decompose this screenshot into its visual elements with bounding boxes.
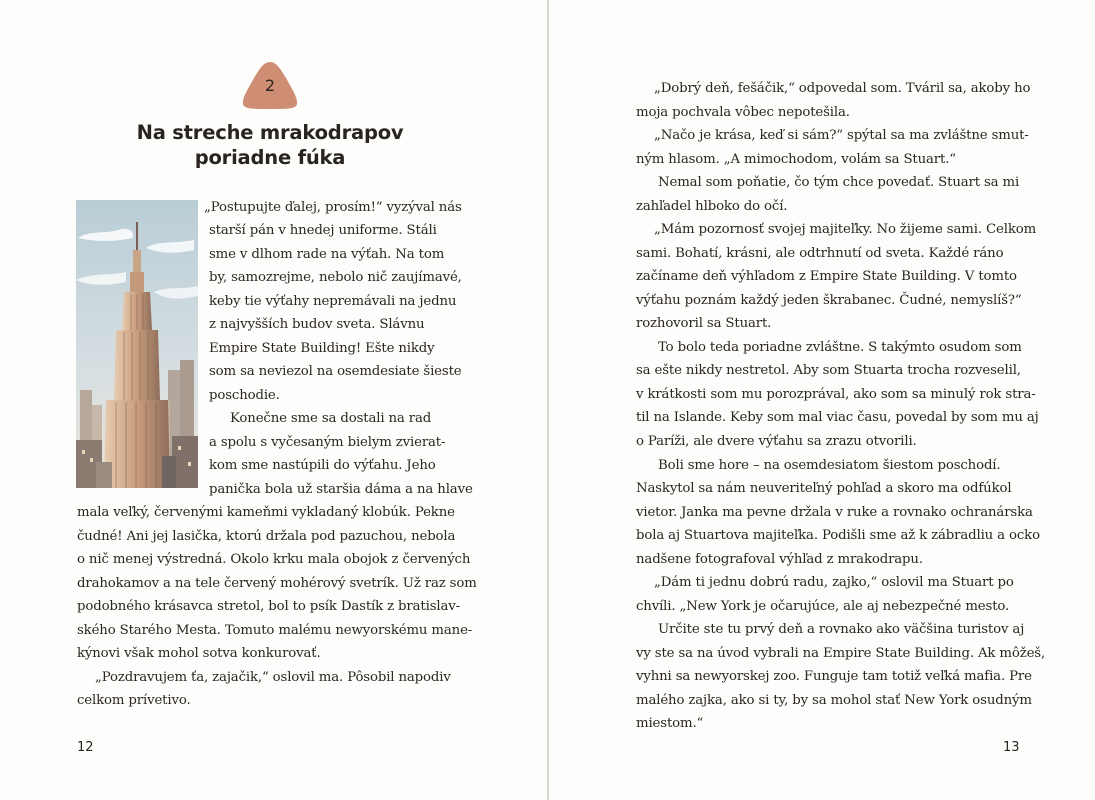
text-line: o nič menej výstredná. Okolo krku mala obojok z červených <box>77 552 471 567</box>
text-line: To bolo teda poriadne zvláštne. S takýmto osudom som <box>658 340 1022 355</box>
text-line: nadšene fotografoval výhľad z mrakodrapu. <box>636 552 923 567</box>
text-line: panička bola už staršia dáma a na hlave <box>209 482 473 497</box>
text-line: poschodie. <box>209 388 280 403</box>
text-line: „Postupujte ďalej, prosím!“ vyzýval nás <box>204 200 462 215</box>
text-line: „Mám pozornosť svojej majiteľky. No žijeme sami. Celkom <box>654 222 1037 237</box>
text-line: keby tie výťahy nepremávali na jednu <box>209 294 457 309</box>
text-line: Boli sme hore – na osemdesiatom šiestom poschodí. <box>658 458 1001 473</box>
text-line: bola aj Stuartova majiteľka. Podišli sme až k zábradliu a ocko <box>636 528 1040 543</box>
text-line: Naskytol sa nám neuveriteľný pohľad a skoro ma odfúkol <box>636 481 1012 496</box>
text-line: by, samozrejme, nebolo nič zaujímavé, <box>209 270 462 285</box>
text-line: o Paríži, ale dvere výťahu sa zrazu otvorili. <box>636 434 917 449</box>
text-line: malého zajka, ako si ty, by sa mohol stať New York osudným <box>636 693 1032 708</box>
text-line: til na Islande. Keby som mal viac času, povedal by som mu aj <box>636 410 1039 425</box>
text-line: celkom prívetivo. <box>77 693 191 708</box>
text-line: zahľadel hlboko do očí. <box>636 199 788 214</box>
page-number-left: 12 <box>77 740 94 755</box>
text-line: Určite ste tu prvý deň a rovnako ako väčšina turistov aj <box>658 622 1025 637</box>
text-line: mala veľký, červenými kameňmi vykladaný klobúk. Pekne <box>77 505 455 520</box>
empire-state-building-illustration <box>76 200 198 488</box>
chapter-title <box>100 120 440 170</box>
text-line: Konečne sme sa dostali na rad <box>230 411 432 426</box>
text-line: miestom.“ <box>636 716 704 731</box>
page-number-right: 13 <box>1003 740 1020 755</box>
text-line: „Načo je krása, keď si sám?“ spýtal sa ma zvláštne smut- <box>654 128 1029 143</box>
text-line: výťahu poznám každý jeden škrabanec. Čudné, nemyslíš?“ <box>636 293 1022 308</box>
text-line: kýnovi však mohol sotva konkurovať. <box>77 646 321 661</box>
text-line: som sa neviezol na osemdesiate šieste <box>209 364 462 379</box>
text-line: Nemal som poňatie, čo tým chce povedať. Stuart sa mi <box>658 175 1020 190</box>
text-line: starší pán v hnedej uniforme. Stáli <box>209 223 437 238</box>
text-line: kom sme nastúpili do výťahu. Jeho <box>209 458 436 473</box>
chapter-title-line: poriadne fúka <box>194 146 346 169</box>
text-line: vy ste sa na úvod vybrali na Empire State Building. Ak môžeš, <box>636 646 1046 661</box>
text-line: „Dám ti jednu dobrú radu, zajko,“ oslovil ma Stuart po <box>654 575 1014 590</box>
text-line: chvíli. „New York je očarujúce, ale aj nebezpečné mesto. <box>636 599 1010 614</box>
text-line: čudné! Ani jej lasička, ktorú držala pod pazuchou, nebola <box>77 529 456 544</box>
text-line: začíname deň výhľadom z Empire State Building. V tomto <box>636 269 1017 284</box>
text-line: podobného krásavca stretol, bol to psík Dastík z bratislav- <box>77 599 460 614</box>
text-line: vyhni sa newyorskej zoo. Funguje tam totiž veľká mafia. Pre <box>636 669 1032 684</box>
chapter-title-line: Na streche mrakodrapov <box>136 121 404 144</box>
text-line: sa ešte nikdy nestretol. Aby som Stuarta trocha rozveselil, <box>636 363 1021 378</box>
text-line: z najvyšších budov sveta. Slávnu <box>209 317 425 332</box>
text-line: v krátkosti som mu porozprával, ako som sa minulý rok stra- <box>636 387 1036 402</box>
text-line: moja pochvala vôbec nepotešila. <box>636 105 850 120</box>
text-line: sme v dlhom rade na výťah. Na tom <box>209 247 445 262</box>
text-line: ným hlasom. „A mimochodom, volám sa Stuart.“ <box>636 152 956 167</box>
text-line: ského Starého Mesta. Tomuto malému newyorskému mane- <box>77 623 473 638</box>
text-line: a spolu s vyčesaným bielym zvierat- <box>209 435 446 450</box>
text-line: sami. Bohatí, krásni, ale odtrhnutí od sveta. Každé ráno <box>636 246 1004 261</box>
text-line: drahokamov a na tele červený mohérový svetrík. Už raz som <box>77 576 477 591</box>
text-line: „Pozdravujem ťa, zajačik,“ oslovil ma. Pôsobil napodiv <box>95 670 451 685</box>
text-line: rozhovoril sa Stuart. <box>636 316 772 331</box>
text-line: Empire State Building! Ešte nikdy <box>209 341 435 356</box>
text-line: „Dobrý deň, fešáčik,“ odpovedal som. Tváril sa, akoby ho <box>654 81 1031 96</box>
text-line: vietor. Janka ma pevne držala v ruke a rovnako ochranárska <box>636 505 1033 520</box>
chapter-number: 2 <box>264 76 276 95</box>
